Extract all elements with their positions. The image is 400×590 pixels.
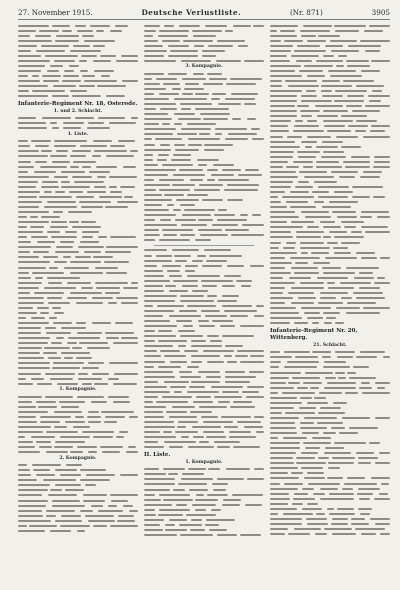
page-header [18, 8, 390, 20]
section-heading: Infanterie-Regiment Nr. 18, Osterode. [18, 100, 138, 107]
header-title: Deutsche Verlustliste. [141, 8, 242, 17]
column-3 [270, 23, 390, 582]
column-1 [18, 23, 138, 582]
section-heading: II. Liste. [144, 451, 171, 458]
subsection-heading: 2. Kompagnie. [59, 455, 97, 461]
text-line [144, 58, 264, 63]
text-line [18, 381, 138, 386]
subsection-heading: 1. Liste. [67, 131, 89, 137]
text-line [18, 126, 138, 131]
section-heading: Infanterie-Regiment Nr. 20, Wittenberg. [270, 327, 358, 341]
text-columns [18, 23, 390, 582]
text-line [18, 94, 138, 99]
text-line [270, 321, 390, 326]
subsection-heading: 1. und 2. Schlacht. [53, 108, 103, 114]
subsection-heading: 1. Kompagnie. [59, 387, 97, 393]
text-line [144, 532, 264, 537]
header-issue: (Nr. 871) [289, 8, 323, 17]
text-line [144, 238, 264, 243]
text-line [144, 445, 264, 450]
header-date: 27. November 1915. [18, 8, 93, 17]
header-page-number: 3905 [371, 8, 390, 17]
text-line [18, 528, 138, 533]
text-line [18, 450, 138, 455]
separator-rule [154, 245, 254, 246]
subsection-heading: 3. Kompagnie. [185, 64, 223, 70]
column-2 [144, 23, 264, 582]
subsection-heading: 1. Kompagnie. [185, 459, 223, 465]
subsection-heading: 21. Schlacht. [313, 342, 347, 348]
text-line [270, 532, 390, 537]
